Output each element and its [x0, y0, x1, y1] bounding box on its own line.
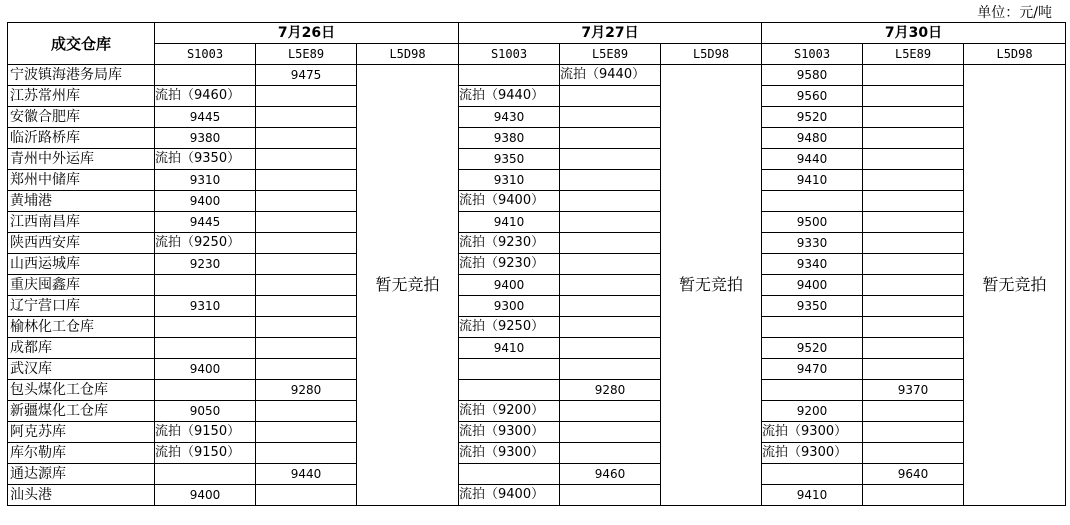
price-cell: 9330 — [762, 233, 863, 254]
warehouse-name: 青州中外运库 — [8, 149, 155, 170]
price-cell — [762, 380, 863, 401]
price-cell — [256, 485, 357, 506]
price-cell — [863, 191, 964, 212]
price-cell — [256, 128, 357, 149]
warehouse-name: 安徽合肥库 — [8, 107, 155, 128]
price-cell: 9410 — [459, 338, 560, 359]
price-cell — [863, 170, 964, 191]
price-cell: 9400 — [155, 485, 256, 506]
price-cell: 9350 — [459, 149, 560, 170]
price-cell — [256, 191, 357, 212]
price-cell: 9500 — [762, 212, 863, 233]
warehouse-name: 武汉库 — [8, 359, 155, 380]
price-cell — [459, 380, 560, 401]
no-auction-cell: 暂无竞拍 — [357, 65, 459, 506]
price-cell: 9440 — [762, 149, 863, 170]
price-cell — [863, 65, 964, 86]
price-cell: 流拍（9250） — [155, 233, 256, 254]
warehouse-name: 山西运城库 — [8, 254, 155, 275]
price-cell: 流拍（9350） — [155, 149, 256, 170]
price-cell — [560, 338, 661, 359]
price-cell: 9310 — [155, 296, 256, 317]
price-cell — [560, 485, 661, 506]
price-cell: 9400 — [762, 275, 863, 296]
code-header: S1003 — [762, 44, 863, 65]
price-cell: 9440 — [256, 464, 357, 485]
date-header: 7月30日 — [762, 23, 1066, 44]
price-cell — [560, 422, 661, 443]
table-row — [8, 317, 1066, 338]
table-row — [8, 128, 1066, 149]
price-cell — [256, 296, 357, 317]
price-cell: 9470 — [762, 359, 863, 380]
price-cell: 流拍（9400） — [459, 485, 560, 506]
warehouse-name: 重庆囤鑫库 — [8, 275, 155, 296]
price-cell: 流拍（9300） — [762, 443, 863, 464]
price-cell — [155, 275, 256, 296]
price-cell — [560, 86, 661, 107]
price-cell — [459, 65, 560, 86]
price-cell — [560, 443, 661, 464]
price-cell — [863, 275, 964, 296]
unit-label: 单位：元/吨 — [977, 5, 1052, 21]
price-cell: 9475 — [256, 65, 357, 86]
price-cell — [256, 317, 357, 338]
price-cell — [863, 359, 964, 380]
price-cell — [459, 464, 560, 485]
code-header: L5D98 — [964, 44, 1066, 65]
price-cell — [560, 191, 661, 212]
price-cell — [863, 212, 964, 233]
price-cell: 流拍（9440） — [560, 65, 661, 86]
price-cell: 9400 — [459, 275, 560, 296]
no-auction-cell: 暂无竞拍 — [964, 65, 1066, 506]
price-cell — [560, 233, 661, 254]
price-cell: 9430 — [459, 107, 560, 128]
price-cell: 9410 — [762, 485, 863, 506]
table-row — [8, 254, 1066, 275]
price-cell: 流拍（9440） — [459, 86, 560, 107]
price-cell: 9640 — [863, 464, 964, 485]
price-cell — [863, 443, 964, 464]
price-cell — [256, 149, 357, 170]
price-cell: 9350 — [762, 296, 863, 317]
price-cell — [863, 107, 964, 128]
price-cell — [863, 86, 964, 107]
price-cell: 9410 — [459, 212, 560, 233]
date-header-row — [8, 23, 1066, 44]
warehouse-name: 辽宁营口库 — [8, 296, 155, 317]
warehouse-name: 宁波镇海港务局库 — [8, 65, 155, 86]
warehouse-name: 江西南昌库 — [8, 212, 155, 233]
price-cell: 流拍（9300） — [459, 422, 560, 443]
warehouse-name: 成都库 — [8, 338, 155, 359]
price-cell — [155, 380, 256, 401]
price-cell: 9380 — [459, 128, 560, 149]
price-cell — [863, 485, 964, 506]
table-row — [8, 359, 1066, 380]
warehouse-name: 郑州中储库 — [8, 170, 155, 191]
price-cell: 流拍（9200） — [459, 401, 560, 422]
price-cell: 9480 — [762, 128, 863, 149]
price-cell: 流拍（9400） — [459, 191, 560, 212]
table-row — [8, 338, 1066, 359]
warehouse-name: 黄埔港 — [8, 191, 155, 212]
price-cell — [863, 422, 964, 443]
price-cell — [560, 170, 661, 191]
price-cell: 9280 — [256, 380, 357, 401]
price-cell: 9520 — [762, 107, 863, 128]
price-cell — [762, 191, 863, 212]
no-auction-cell: 暂无竞拍 — [661, 65, 762, 506]
price-cell — [256, 254, 357, 275]
price-cell: 流拍（9460） — [155, 86, 256, 107]
price-cell: 9310 — [459, 170, 560, 191]
table-row — [8, 170, 1066, 191]
table-row — [8, 86, 1066, 107]
warehouse-name: 阿克苏库 — [8, 422, 155, 443]
table-row — [8, 380, 1066, 401]
table-row — [8, 296, 1066, 317]
table-row — [8, 107, 1066, 128]
price-cell: 9445 — [155, 212, 256, 233]
price-cell: 9340 — [762, 254, 863, 275]
price-cell — [256, 233, 357, 254]
price-cell: 9410 — [762, 170, 863, 191]
price-cell: 流拍（9150） — [155, 422, 256, 443]
price-cell — [155, 65, 256, 86]
price-cell — [560, 317, 661, 338]
warehouse-name: 汕头港 — [8, 485, 155, 506]
price-cell: 9310 — [155, 170, 256, 191]
table-row — [8, 149, 1066, 170]
price-cell — [459, 359, 560, 380]
price-cell — [762, 464, 863, 485]
price-cell — [256, 86, 357, 107]
warehouse-name: 库尔勒库 — [8, 443, 155, 464]
price-cell — [560, 212, 661, 233]
price-cell: 9280 — [560, 380, 661, 401]
price-cell: 9400 — [155, 359, 256, 380]
price-cell — [155, 317, 256, 338]
warehouse-name: 榆林化工仓库 — [8, 317, 155, 338]
table-row — [8, 401, 1066, 422]
price-cell — [762, 317, 863, 338]
warehouse-header: 成交仓库 — [8, 23, 155, 65]
price-cell — [560, 275, 661, 296]
table-row — [8, 275, 1066, 296]
price-cell — [256, 212, 357, 233]
price-cell: 流拍（9300） — [459, 443, 560, 464]
table-row — [8, 65, 1066, 86]
price-cell — [256, 107, 357, 128]
price-cell — [155, 464, 256, 485]
price-cell: 9050 — [155, 401, 256, 422]
price-cell — [560, 254, 661, 275]
price-cell: 流拍（9230） — [459, 254, 560, 275]
price-cell: 9460 — [560, 464, 661, 485]
table-row — [8, 422, 1066, 443]
price-cell — [863, 296, 964, 317]
table-row — [8, 191, 1066, 212]
table-row — [8, 212, 1066, 233]
price-cell — [560, 296, 661, 317]
price-cell — [155, 338, 256, 359]
price-cell — [560, 128, 661, 149]
code-header: S1003 — [155, 44, 256, 65]
price-cell — [560, 107, 661, 128]
price-cell — [863, 233, 964, 254]
price-cell — [863, 401, 964, 422]
price-cell: 9580 — [762, 65, 863, 86]
warehouse-name: 通达源库 — [8, 464, 155, 485]
auction-table — [7, 22, 1066, 506]
price-cell — [863, 149, 964, 170]
table-row — [8, 443, 1066, 464]
table-row — [8, 464, 1066, 485]
price-cell — [256, 359, 357, 380]
code-header-row — [8, 44, 1066, 65]
warehouse-name: 临沂路桥库 — [8, 128, 155, 149]
price-cell: 流拍（9300） — [762, 422, 863, 443]
code-header: L5D98 — [357, 44, 459, 65]
code-header: L5E89 — [863, 44, 964, 65]
price-cell — [560, 359, 661, 380]
price-cell: 9300 — [459, 296, 560, 317]
price-cell — [560, 401, 661, 422]
price-cell — [863, 128, 964, 149]
price-cell: 9560 — [762, 86, 863, 107]
price-cell: 9520 — [762, 338, 863, 359]
price-cell: 流拍（9230） — [459, 233, 560, 254]
warehouse-name: 江苏常州库 — [8, 86, 155, 107]
price-cell — [256, 338, 357, 359]
price-cell: 流拍（9150） — [155, 443, 256, 464]
code-header: L5E89 — [560, 44, 661, 65]
price-cell — [256, 401, 357, 422]
price-cell: 流拍（9250） — [459, 317, 560, 338]
price-cell: 9370 — [863, 380, 964, 401]
code-header: S1003 — [459, 44, 560, 65]
price-cell — [560, 149, 661, 170]
price-cell: 9380 — [155, 128, 256, 149]
table-row — [8, 233, 1066, 254]
warehouse-name: 包头煤化工仓库 — [8, 380, 155, 401]
price-cell — [863, 338, 964, 359]
price-cell — [256, 422, 357, 443]
price-cell: 9200 — [762, 401, 863, 422]
price-cell — [256, 443, 357, 464]
price-cell: 9400 — [155, 191, 256, 212]
price-cell — [863, 254, 964, 275]
date-header: 7月26日 — [155, 23, 459, 44]
price-cell — [256, 275, 357, 296]
price-cell — [863, 317, 964, 338]
warehouse-name: 陕西西安库 — [8, 233, 155, 254]
warehouse-name: 新疆煤化工仓库 — [8, 401, 155, 422]
price-cell: 9230 — [155, 254, 256, 275]
price-cell: 9445 — [155, 107, 256, 128]
code-header: L5E89 — [256, 44, 357, 65]
date-header: 7月27日 — [459, 23, 762, 44]
price-cell — [256, 170, 357, 191]
code-header: L5D98 — [661, 44, 762, 65]
table-row — [8, 485, 1066, 506]
